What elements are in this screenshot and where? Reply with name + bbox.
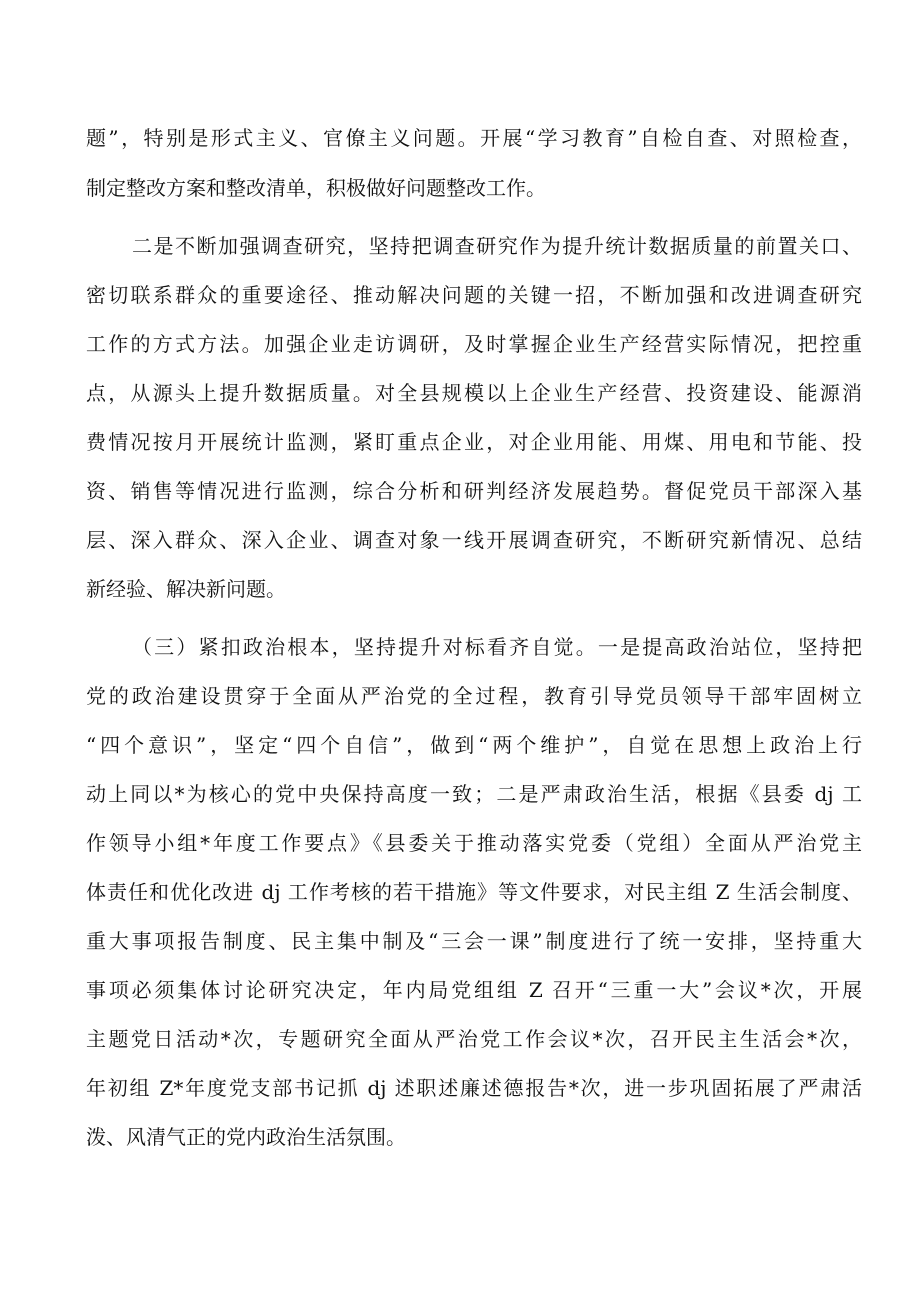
text-line: 新经验、解决新问题。 xyxy=(86,577,286,601)
text-line: 动上同以*为核心的党中央保持高度一致；二是严肃政治生活，根据《县委 dj 工 xyxy=(86,782,862,806)
text-line: 题”，特别是形式主义、官僚主义问题。开展“学习教育”自检自查、对照检查， xyxy=(86,126,862,150)
text-line: 主题党日活动*次，专题研究全面从严治党工作会议*次，召开民主生活会*次， xyxy=(86,1027,862,1051)
text-line: 泼、风清气正的党内政治生活氛围。 xyxy=(86,1125,406,1149)
text-line: “四个意识”，坚定“四个自信”，做到“两个维护”，自觉在思想上政治上行 xyxy=(86,733,862,757)
text-line: 费情况按月开展统计监测，紧盯重点企业，对企业用能、用煤、用电和节能、投 xyxy=(86,430,862,454)
text-line: 党的政治建设贯穿于全面从严治党的全过程，教育引导党员领导干部牢固树立 xyxy=(86,684,862,708)
text-line: 年初组 Z*年度党支部书记抓 dj 述职述廉述德报告*次，进一步巩固拓展了严肃活 xyxy=(86,1076,862,1100)
text-line: 点，从源头上提升数据质量。对全县规模以上企业生产经营、投资建设、能源消 xyxy=(86,381,862,405)
text-line: 重大事项报告制度、民主集中制及“三会一课”制度进行了统一安排，坚持重大 xyxy=(86,929,862,953)
text-line: 密切联系群众的重要途径、推动解决问题的关键一招，不断加强和改进调查研究 xyxy=(86,283,862,307)
text-line: 层、深入群众、深入企业、调查对象一线开展调查研究，不断研究新情况、总结 xyxy=(86,528,862,552)
text-line: 工作的方式方法。加强企业走访调研，及时掌握企业生产经营实际情况，把控重 xyxy=(86,332,862,356)
text-line: 资、销售等情况进行监测，综合分析和研判经济发展趋势。督促党员干部深入基 xyxy=(86,479,862,503)
text-line: 作领导小组*年度工作要点》《县委关于推动落实党委（党组）全面从严治党主 xyxy=(86,831,862,855)
text-line: 制定整改方案和整改清单，积极做好问题整改工作。 xyxy=(86,176,546,200)
text-line: 事项必须集体讨论研究决定，年内局党组组 Z 召开“三重一大”会议*次，开展 xyxy=(86,978,862,1002)
text-line: 二是不断加强调查研究，坚持把调查研究作为提升统计数据质量的前置关口、 xyxy=(132,234,862,258)
text-line: （三）紧扣政治根本，坚持提升对标看齐自觉。一是提高政治站位，坚持把 xyxy=(132,635,862,659)
text-line: 体责任和优化改进 dj 工作考核的若干措施》等文件要求，对民主组 Z 生活会制度、 xyxy=(86,880,862,904)
